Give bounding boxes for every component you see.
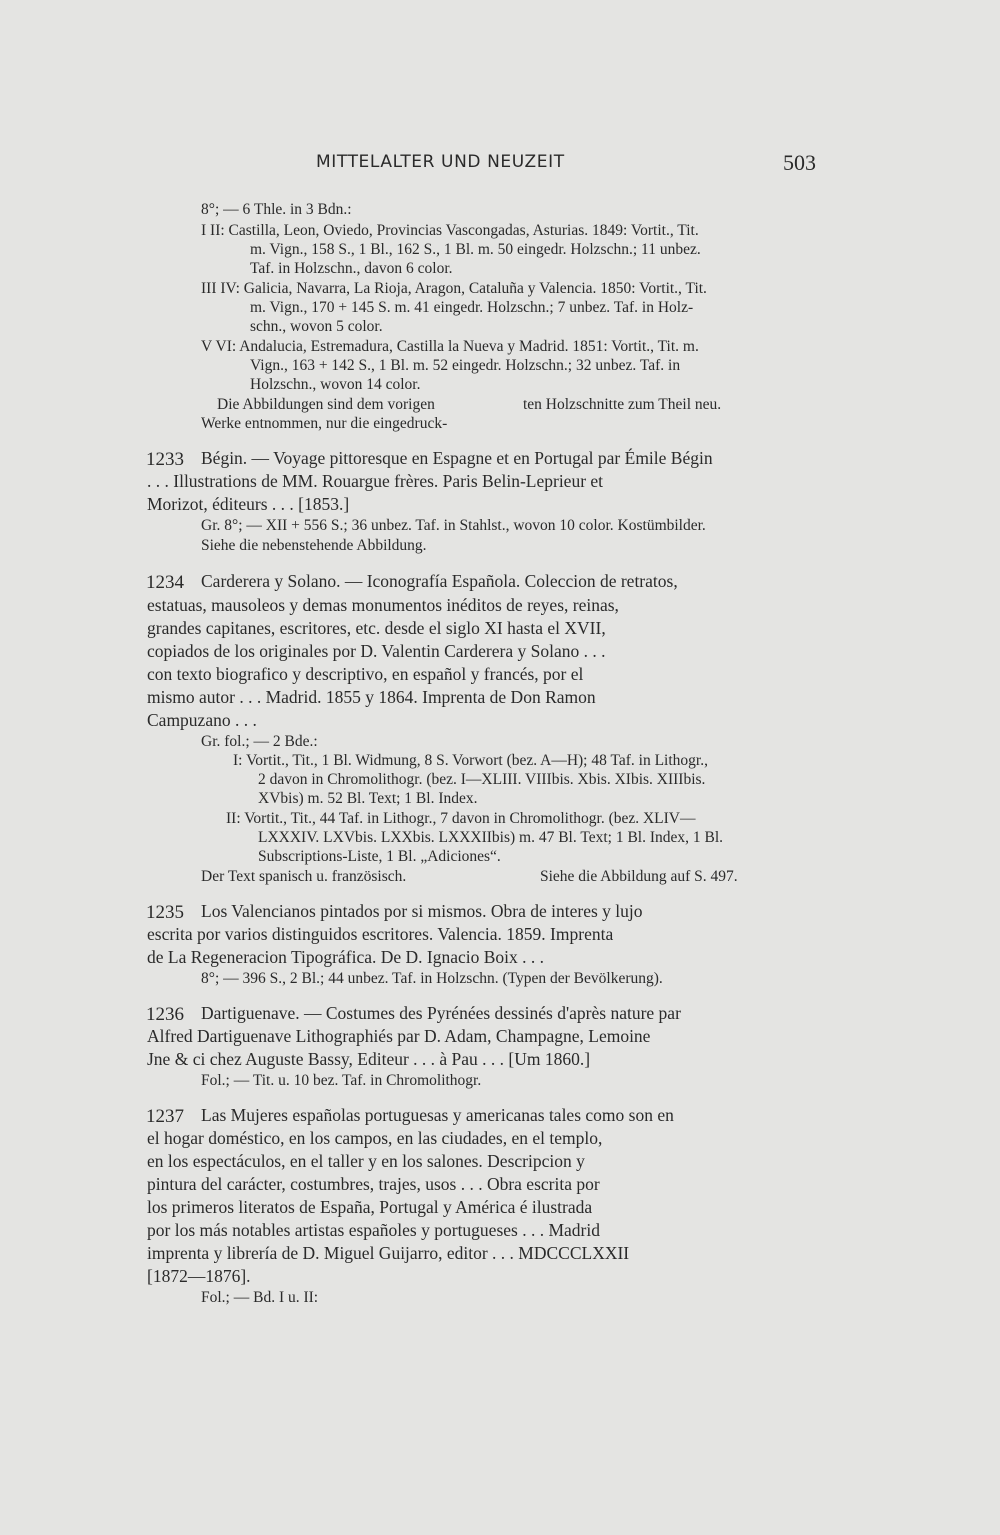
- text-line: LXXXIV. LXVbis. LXXbis. LXXXIIbis) m. 47 Bl. Text; 1 Bl. Index, 1 Bl.: [258, 829, 724, 846]
- entry-number: 1233: [146, 449, 184, 470]
- text-line: Vign., 163 + 142 S., 1 Bl. m. 52 eingedr. Holzschn.; 32 unbez. Taf. in: [250, 357, 681, 374]
- entry-number: 1236: [146, 1004, 184, 1025]
- running-title: MITTELALTER UND NEUZEIT: [316, 152, 565, 172]
- text-line: con texto biografico y descriptivo, en español y francés, por el: [147, 664, 584, 684]
- entry-number: 1237: [146, 1106, 184, 1127]
- text-line: mismo autor . . . Madrid. 1855 y 1864. Imprenta de Don Ramon: [147, 687, 596, 707]
- text-line: pintura del carácter, costumbres, trajes, usos . . . Obra escrita por: [147, 1174, 600, 1194]
- text-line: Jne & ci chez Auguste Bassy, Editeur . . . à Pau . . . [Um 1860.]: [147, 1049, 591, 1069]
- text-line: Werke entnommen, nur die eingedruck-: [201, 415, 448, 432]
- text-line: Campuzano . . .: [147, 710, 257, 730]
- text-line: III IV: Galicia, Navarra, La Rioja, Aragon, Cataluña y Valencia. 1850: Vortit., Tit.: [201, 280, 707, 297]
- text-line: Die Abbildungen sind dem vorigen: [217, 396, 435, 413]
- text-line: ten Holzschnitte zum Theil neu.: [523, 396, 722, 413]
- text-line: 2 davon in Chromolithogr. (bez. I—XLIII. VIIIbis. Xbis. XIbis. XIIIbis.: [258, 771, 706, 788]
- page-header: [0, 148, 1000, 178]
- text-line: los primeros literatos de España, Portugal y América é ilustrada: [147, 1197, 593, 1217]
- text-line: Fol.; — Tit. u. 10 bez. Taf. in Chromolithogr.: [201, 1072, 482, 1089]
- text-line: I: Vortit., Tit., 1 Bl. Widmung, 8 S. Vorwort (bez. A—H); 48 Taf. in Lithogr.,: [233, 752, 708, 769]
- text-line: Siehe die Abbildung auf S. 497.: [540, 868, 738, 885]
- text-line: V VI: Andalucia, Estremadura, Castilla la Nueva y Madrid. 1851: Vortit., Tit. m.: [201, 338, 699, 355]
- text-line: Los Valencianos pintados por si mismos. Obra de interes y lujo: [201, 901, 643, 921]
- text-line: 8°; — 6 Thle. in 3 Bdn.:: [201, 201, 352, 218]
- text-line: Fol.; — Bd. I u. II:: [201, 1289, 319, 1306]
- text-line: I II: Castilla, Leon, Oviedo, Provincias Vascongadas, Asturias. 1849: Vortit., Tit.: [201, 222, 699, 239]
- entry-number: 1234: [146, 572, 184, 593]
- text-line: por los más notables artistas españoles y portugueses . . . Madrid: [147, 1220, 600, 1240]
- text-line: de La Regeneracion Tipográfica. De D. Ignacio Boix . . .: [147, 947, 545, 967]
- text-line: XVbis) m. 52 Bl. Text; 1 Bl. Index.: [258, 790, 478, 807]
- text-line: el hogar doméstico, en los campos, en las ciudades, en el templo,: [147, 1128, 603, 1148]
- text-line: Carderera y Solano. — Iconografía Española. Coleccion de retratos,: [201, 571, 678, 591]
- text-line: [1872—1876].: [147, 1266, 251, 1286]
- text-line: escrita por varios distinguidos escritores. Valencia. 1859. Imprenta: [147, 924, 614, 944]
- text-line: schn., wovon 5 color.: [250, 318, 383, 335]
- text-line: grandes capitanes, escritores, etc. desde el siglo XI hasta el XVII,: [147, 618, 606, 638]
- text-line: Dartiguenave. — Costumes des Pyrénées dessinés d'après nature par: [201, 1003, 681, 1023]
- text-line: Morizot, éditeurs . . . [1853.]: [147, 494, 350, 514]
- text-line: II: Vortit., Tit., 44 Taf. in Lithogr., 7 davon in Chromolithogr. (bez. XLIV—: [226, 810, 696, 827]
- page-number: 503: [783, 150, 816, 175]
- text-line: Alfred Dartiguenave Lithographiés par D. Adam, Champagne, Lemoine: [147, 1026, 651, 1046]
- text-line: m. Vign., 170 + 145 S. m. 41 eingedr. Holzschn.; 7 unbez. Taf. in Holz-: [250, 299, 694, 316]
- text-line: Las Mujeres españolas portuguesas y americanas tales como son en: [201, 1105, 674, 1125]
- text-line: . . . Illustrations de MM. Rouargue frères. Paris Belin-Leprieur et: [147, 471, 604, 491]
- text-line: Taf. in Holzschn., davon 6 color.: [250, 260, 453, 277]
- text-line: Subscriptions-Liste, 1 Bl. „Adiciones“.: [258, 848, 501, 865]
- text-line: Gr. 8°; — XII + 556 S.; 36 unbez. Taf. in Stahlst., wovon 10 color. Kostümbilder.: [201, 517, 706, 534]
- text-line: Der Text spanisch u. französisch.: [201, 868, 407, 885]
- text-line: 8°; — 396 S., 2 Bl.; 44 unbez. Taf. in Holzschn. (Typen der Bevölkerung).: [201, 970, 663, 987]
- entry-number: 1235: [146, 902, 184, 923]
- text-line: en los espectáculos, en el taller y en los salones. Descripcion y: [147, 1151, 585, 1171]
- text-line: estatuas, mausoleos y demas monumentos inéditos de reyes, reinas,: [147, 595, 619, 615]
- text-line: imprenta y librería de D. Miguel Guijarro, editor . . . MDCCCLXXII: [147, 1243, 630, 1263]
- text-line: Holzschn., wovon 14 color.: [250, 376, 421, 393]
- text-line: Gr. fol.; — 2 Bde.:: [201, 733, 318, 750]
- text-line: copiados de los originales por D. Valentin Carderera y Solano . . .: [147, 641, 606, 661]
- text-line: Bégin. — Voyage pittoresque en Espagne et en Portugal par Émile Bégin: [201, 448, 713, 468]
- text-line: Siehe die nebenstehende Abbildung.: [201, 537, 427, 554]
- text-line: m. Vign., 158 S., 1 Bl., 162 S., 1 Bl. m. 50 eingedr. Holzschn.; 11 unbez.: [250, 241, 701, 258]
